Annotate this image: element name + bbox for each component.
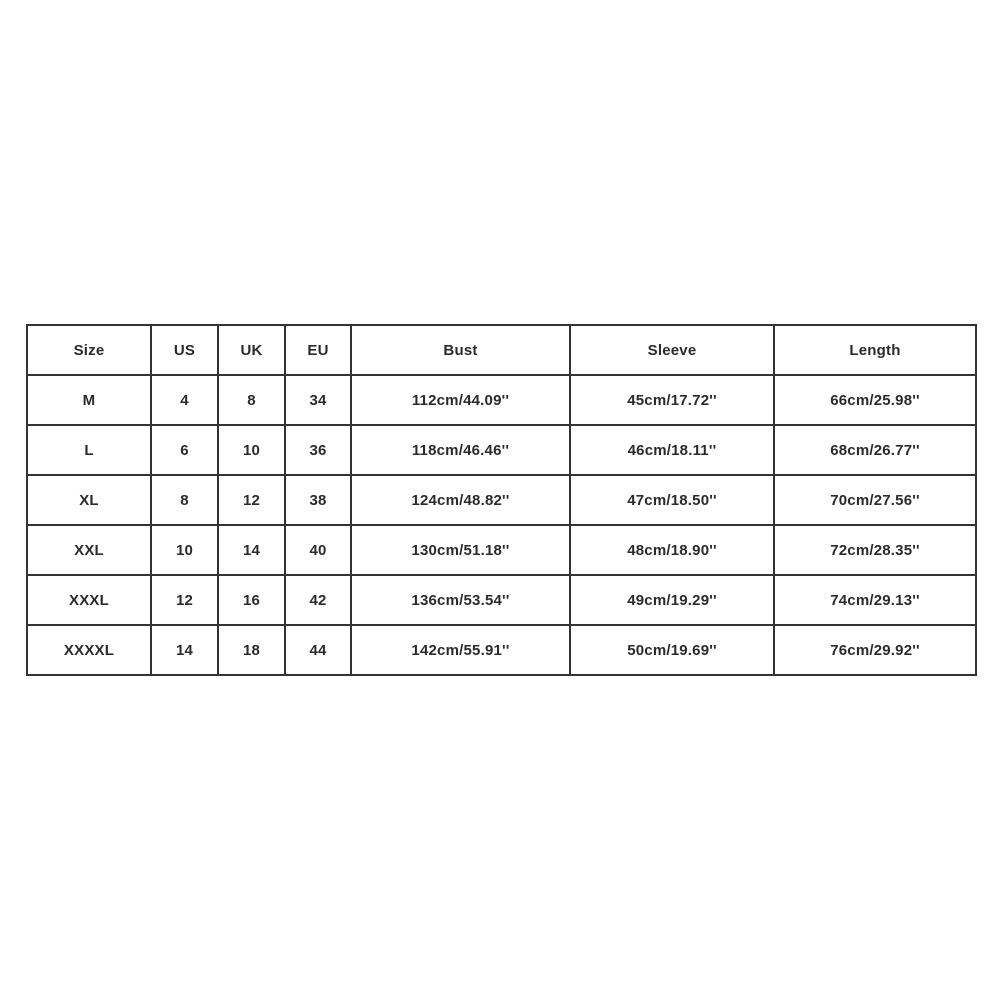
table-row: [27, 525, 976, 575]
column-header-length: Length: [774, 325, 976, 375]
table-cell: 8: [151, 475, 218, 525]
column-header-eu: EU: [285, 325, 351, 375]
table-cell: L: [27, 425, 151, 475]
table-cell: 142cm/55.91'': [351, 625, 570, 675]
size-chart-table: [26, 324, 977, 676]
column-header-bust: Bust: [351, 325, 570, 375]
table-cell: XXXL: [27, 575, 151, 625]
table-row: [27, 625, 976, 675]
table-cell: 136cm/53.54'': [351, 575, 570, 625]
table-cell: XXL: [27, 525, 151, 575]
table-cell: 12: [218, 475, 285, 525]
table-cell: XL: [27, 475, 151, 525]
column-header-uk: UK: [218, 325, 285, 375]
table-cell: 36: [285, 425, 351, 475]
table-cell: M: [27, 375, 151, 425]
table-cell: 68cm/26.77'': [774, 425, 976, 475]
size-chart-header-row: [27, 325, 976, 375]
table-row: [27, 425, 976, 475]
table-cell: 130cm/51.18'': [351, 525, 570, 575]
table-cell: 10: [218, 425, 285, 475]
table-cell: 14: [151, 625, 218, 675]
table-row: [27, 375, 976, 425]
table-cell: 118cm/46.46'': [351, 425, 570, 475]
size-chart: [26, 324, 977, 676]
table-cell: 42: [285, 575, 351, 625]
table-cell: XXXXL: [27, 625, 151, 675]
table-cell: 18: [218, 625, 285, 675]
table-cell: 72cm/28.35'': [774, 525, 976, 575]
table-row: [27, 575, 976, 625]
table-cell: 44: [285, 625, 351, 675]
table-cell: 45cm/17.72'': [570, 375, 774, 425]
table-cell: 16: [218, 575, 285, 625]
table-cell: 112cm/44.09'': [351, 375, 570, 425]
table-row: [27, 475, 976, 525]
table-cell: 70cm/27.56'': [774, 475, 976, 525]
table-cell: 4: [151, 375, 218, 425]
table-cell: 8: [218, 375, 285, 425]
table-cell: 50cm/19.69'': [570, 625, 774, 675]
table-cell: 34: [285, 375, 351, 425]
column-header-us: US: [151, 325, 218, 375]
table-cell: 66cm/25.98'': [774, 375, 976, 425]
size-chart-body: [27, 375, 976, 675]
table-cell: 38: [285, 475, 351, 525]
table-cell: 48cm/18.90'': [570, 525, 774, 575]
table-cell: 47cm/18.50'': [570, 475, 774, 525]
table-cell: 14: [218, 525, 285, 575]
table-cell: 12: [151, 575, 218, 625]
column-header-size: Size: [27, 325, 151, 375]
table-cell: 76cm/29.92'': [774, 625, 976, 675]
table-cell: 10: [151, 525, 218, 575]
table-cell: 46cm/18.11'': [570, 425, 774, 475]
table-cell: 6: [151, 425, 218, 475]
table-cell: 124cm/48.82'': [351, 475, 570, 525]
table-cell: 40: [285, 525, 351, 575]
column-header-sleeve: Sleeve: [570, 325, 774, 375]
table-cell: 74cm/29.13'': [774, 575, 976, 625]
table-cell: 49cm/19.29'': [570, 575, 774, 625]
